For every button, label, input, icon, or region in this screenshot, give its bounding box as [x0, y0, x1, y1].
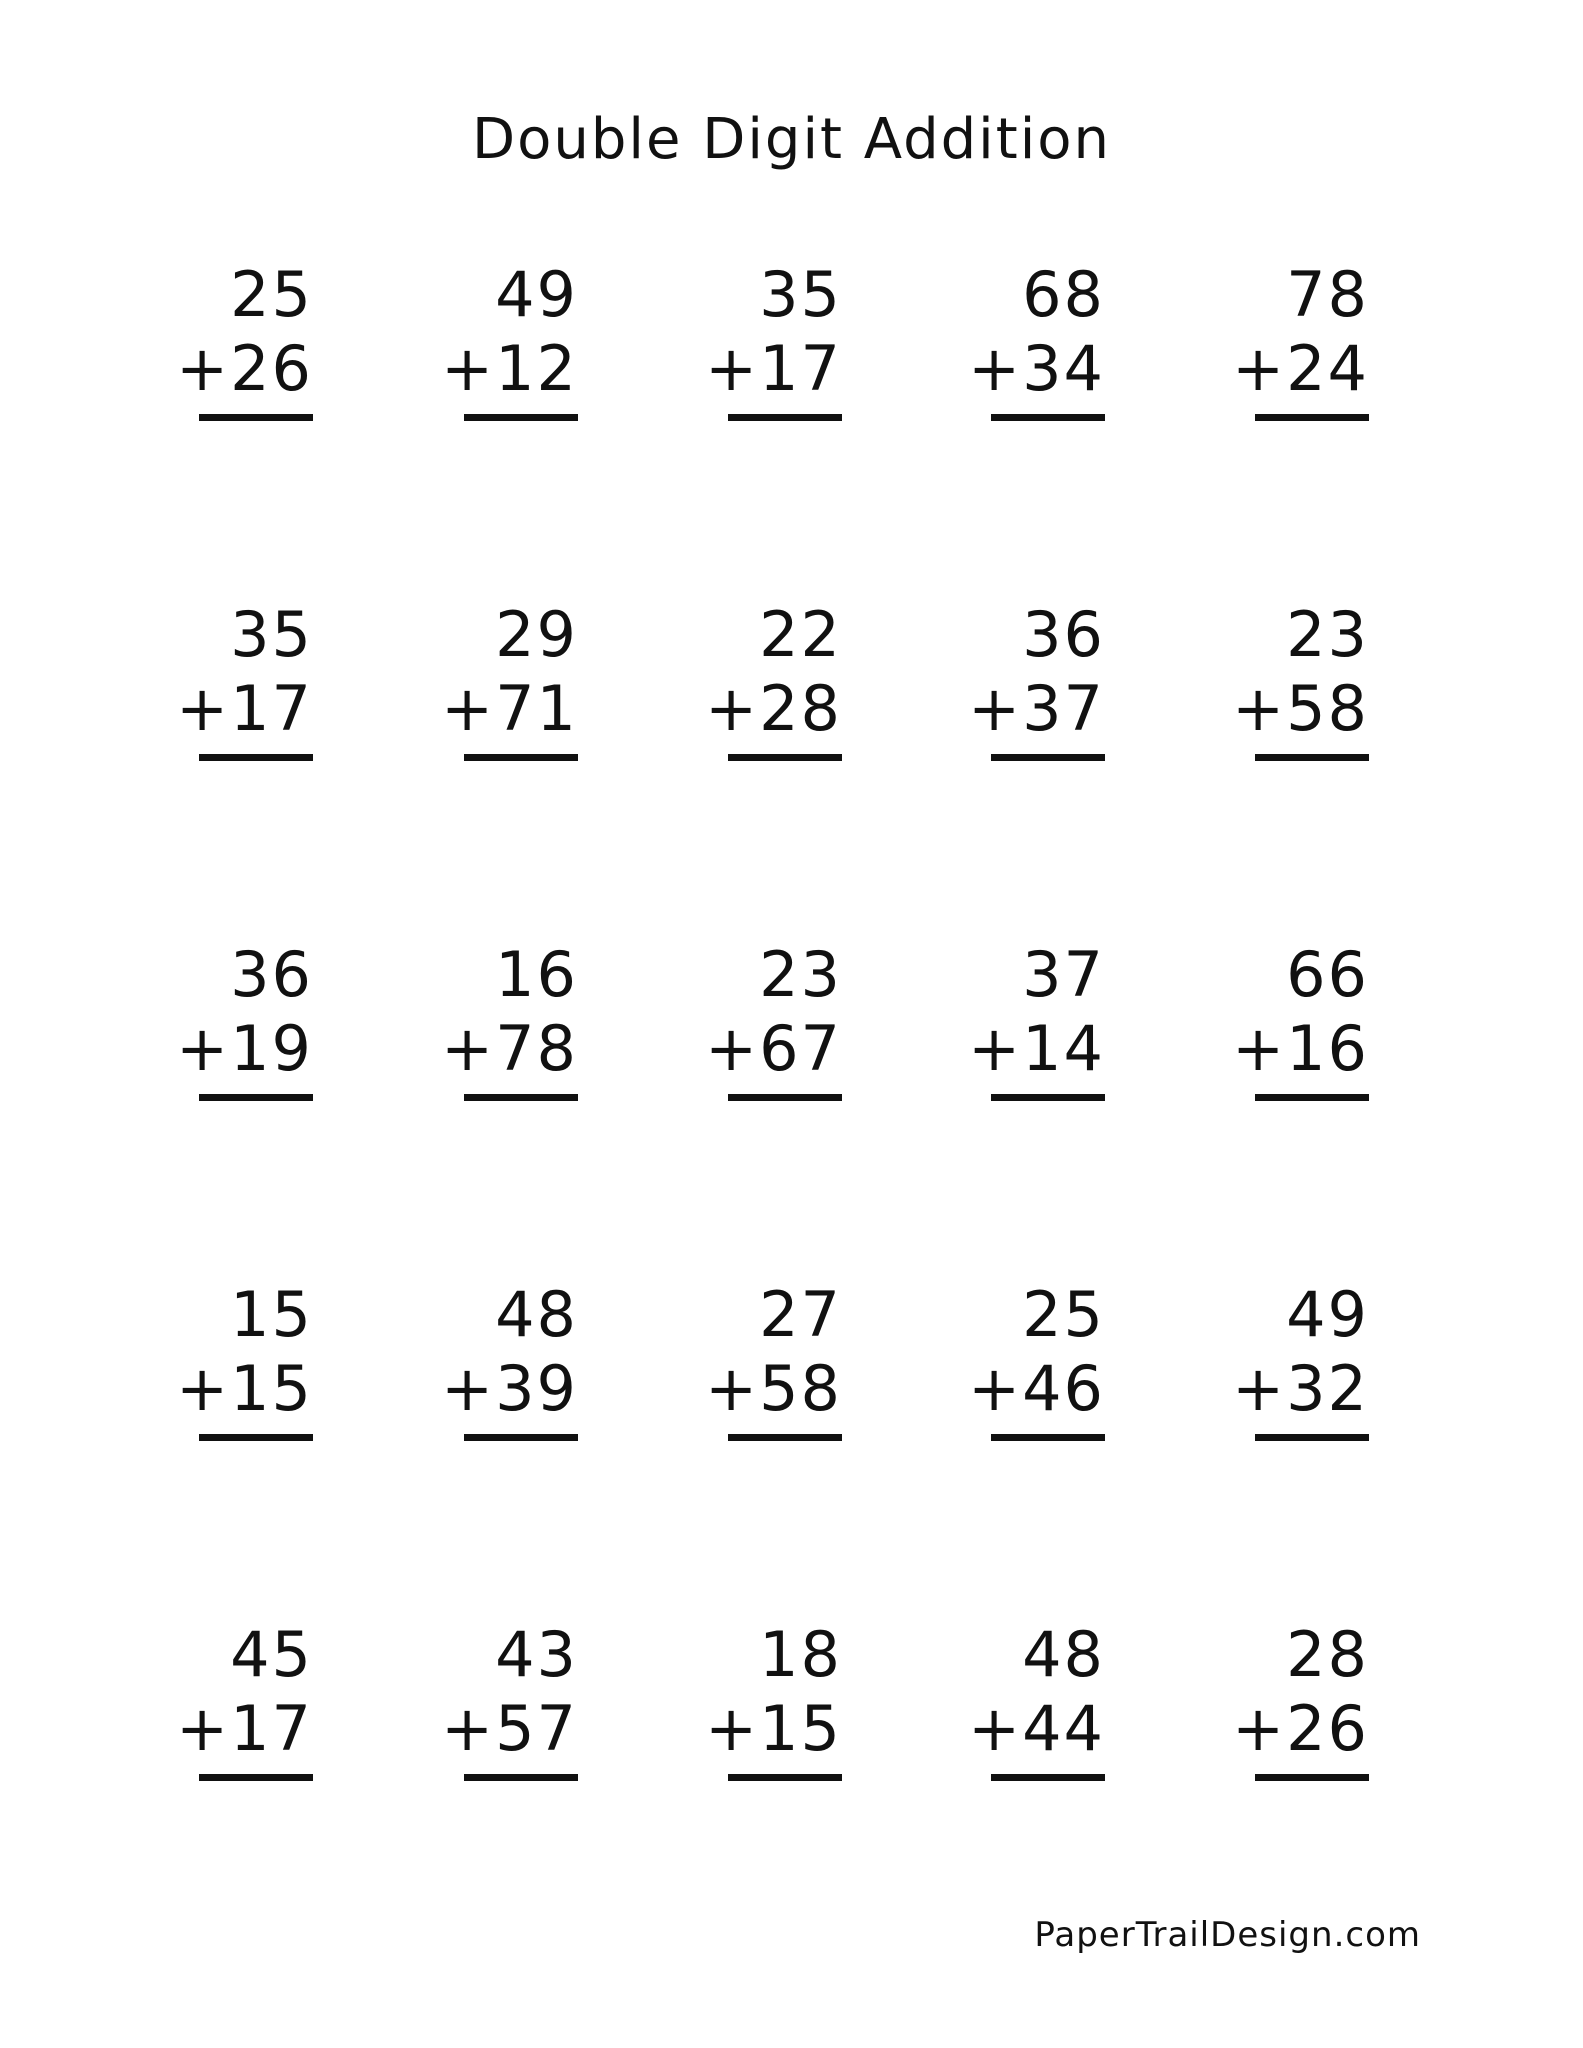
- addend-top: 25: [230, 258, 313, 331]
- answer-line: [991, 1094, 1105, 1101]
- addition-problem: [1215, 938, 1375, 1101]
- addend-bottom: +58: [705, 1352, 842, 1425]
- addend-top: 66: [1286, 938, 1369, 1011]
- addend-top: 22: [759, 598, 842, 671]
- addend-bottom: +19: [176, 1012, 313, 1085]
- addend-bottom: +58: [1232, 672, 1369, 745]
- addition-problem: [159, 1278, 319, 1441]
- addend-bottom: +78: [441, 1012, 578, 1085]
- addition-problem: [159, 598, 319, 761]
- answer-line: [1255, 1434, 1369, 1441]
- addend-top: 23: [1286, 598, 1369, 671]
- addend-top: 49: [495, 258, 578, 331]
- addition-problem: [1215, 258, 1375, 421]
- addition-problem: [688, 1618, 848, 1781]
- addend-bottom: +17: [176, 672, 313, 745]
- addition-problem: [424, 598, 584, 761]
- addend-bottom: +28: [705, 672, 842, 745]
- footer-credit: PaperTrailDesign.com: [1034, 1915, 1421, 1955]
- answer-line: [1255, 414, 1369, 421]
- addend-top: 45: [230, 1618, 313, 1691]
- addend-bottom: +12: [441, 332, 578, 405]
- addition-problem: [951, 1278, 1111, 1441]
- addend-bottom: +16: [1232, 1012, 1369, 1085]
- addend-bottom: +46: [968, 1352, 1105, 1425]
- addend-bottom: +34: [968, 332, 1105, 405]
- addend-bottom: +57: [441, 1692, 578, 1765]
- addend-top: 16: [495, 938, 578, 1011]
- addition-problem: [688, 1278, 848, 1441]
- addition-problem: [424, 258, 584, 421]
- addend-bottom: +14: [968, 1012, 1105, 1085]
- addend-top: 35: [759, 258, 842, 331]
- answer-line: [1255, 1094, 1369, 1101]
- answer-line: [1255, 754, 1369, 761]
- addend-bottom: +26: [176, 332, 313, 405]
- addition-problem: [1215, 1278, 1375, 1441]
- addend-bottom: +24: [1232, 332, 1369, 405]
- addition-problem: [424, 1618, 584, 1781]
- worksheet-title: Double Digit Addition: [471, 107, 1112, 172]
- addend-top: 48: [495, 1278, 578, 1351]
- addend-top: 37: [1022, 938, 1105, 1011]
- answer-line: [199, 1094, 313, 1101]
- addend-top: 29: [495, 598, 578, 671]
- answer-line: [728, 414, 842, 421]
- addend-bottom: +15: [705, 1692, 842, 1765]
- addend-bottom: +26: [1232, 1692, 1369, 1765]
- addend-top: 23: [759, 938, 842, 1011]
- answer-line: [464, 414, 578, 421]
- answer-line: [728, 1434, 842, 1441]
- answer-line: [199, 754, 313, 761]
- addition-problem: [424, 1278, 584, 1441]
- addend-bottom: +17: [176, 1692, 313, 1765]
- addition-problem: [951, 598, 1111, 761]
- addend-top: 27: [759, 1278, 842, 1351]
- addition-problem: [688, 258, 848, 421]
- answer-line: [464, 1434, 578, 1441]
- addition-problem: [951, 1618, 1111, 1781]
- addend-top: 18: [759, 1618, 842, 1691]
- answer-line: [199, 1434, 313, 1441]
- addend-bottom: +71: [441, 672, 578, 745]
- answer-line: [991, 1434, 1105, 1441]
- addend-top: 35: [230, 598, 313, 671]
- addition-problem: [1215, 1618, 1375, 1781]
- answer-line: [1255, 1774, 1369, 1781]
- addend-top: 78: [1286, 258, 1369, 331]
- addend-top: 36: [230, 938, 313, 1011]
- answer-line: [991, 754, 1105, 761]
- addition-problem: [159, 258, 319, 421]
- addend-top: 49: [1286, 1278, 1369, 1351]
- addend-bottom: +67: [705, 1012, 842, 1085]
- addend-bottom: +15: [176, 1352, 313, 1425]
- answer-line: [464, 1094, 578, 1101]
- answer-line: [464, 754, 578, 761]
- addition-problem: [424, 938, 584, 1101]
- addend-top: 68: [1022, 258, 1105, 331]
- addend-top: 28: [1286, 1618, 1369, 1691]
- addend-top: 15: [230, 1278, 313, 1351]
- answer-line: [728, 1774, 842, 1781]
- addition-problem: [159, 1618, 319, 1781]
- addition-problem: [951, 938, 1111, 1101]
- addend-top: 25: [1022, 1278, 1105, 1351]
- addition-problem: [159, 938, 319, 1101]
- answer-line: [728, 754, 842, 761]
- addend-top: 43: [495, 1618, 578, 1691]
- addend-bottom: +37: [968, 672, 1105, 745]
- answer-line: [199, 1774, 313, 1781]
- addend-bottom: +39: [441, 1352, 578, 1425]
- answer-line: [464, 1774, 578, 1781]
- answer-line: [991, 414, 1105, 421]
- addend-bottom: +32: [1232, 1352, 1369, 1425]
- addend-top: 36: [1022, 598, 1105, 671]
- answer-line: [199, 414, 313, 421]
- addition-problem: [688, 938, 848, 1101]
- addition-problem: [688, 598, 848, 761]
- addend-bottom: +17: [705, 332, 842, 405]
- addend-top: 48: [1022, 1618, 1105, 1691]
- addition-problem: [951, 258, 1111, 421]
- answer-line: [728, 1094, 842, 1101]
- answer-line: [991, 1774, 1105, 1781]
- addend-bottom: +44: [968, 1692, 1105, 1765]
- addition-problem: [1215, 598, 1375, 761]
